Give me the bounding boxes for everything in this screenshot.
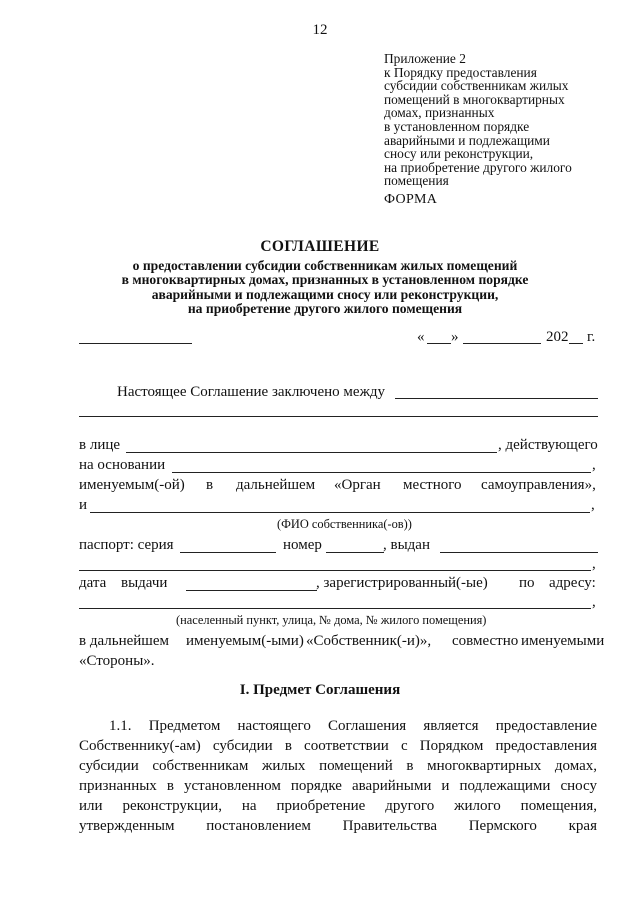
and-label: и: [79, 497, 88, 513]
named-word: местного: [403, 477, 462, 493]
paragraph-line: субсидии собственникам жилых помещений в многоквартирных домах,: [79, 758, 597, 774]
passport-series-field[interactable]: [180, 552, 276, 553]
authority-field-continued[interactable]: [79, 416, 598, 417]
passport-issued-by-field[interactable]: [440, 552, 598, 553]
owner-fio-field[interactable]: [90, 512, 590, 513]
passport-issued-by-field-continued[interactable]: [79, 570, 591, 571]
paragraph-line: Собственнику(-ам) субсидии в соответствии с Порядком предоставления: [79, 738, 597, 754]
owner-named-word: в дальнейшем: [79, 633, 169, 649]
issue-date-field[interactable]: [186, 590, 317, 591]
appendix-line: домах, признанных: [384, 105, 495, 121]
issued-by-label: , выдан: [383, 537, 430, 553]
representative-field[interactable]: [126, 452, 497, 453]
intro-text: Настоящее Соглашение заключено между: [117, 384, 386, 400]
appendix-line: помещения: [384, 173, 449, 189]
in-person-label: в лице: [79, 437, 121, 453]
section-paragraph: [79, 716, 597, 836]
basis-label: на основании: [79, 457, 166, 473]
named-word: именуемым(-ой): [79, 477, 185, 493]
page-number: 12: [312, 22, 328, 38]
address-word: по: [519, 575, 535, 591]
date-year-suffix: г.: [587, 329, 596, 345]
named-word: в: [206, 477, 214, 493]
address-hint: (населенный пункт, улица, № дома, № жилого помещения): [176, 613, 487, 627]
paragraph-line: признанных в установленном порядке аварийными и подлежащими сносу: [79, 778, 597, 794]
date-close-quote: »: [451, 329, 459, 345]
authority-field[interactable]: [395, 398, 598, 399]
document-title: СОГЛАШЕНИЕ: [260, 238, 380, 255]
registered-label: , зарегистрированный(-ые): [316, 575, 488, 591]
paragraph-line: 1.1. Предметом настоящего Соглашения является предоставление: [109, 718, 597, 734]
acting-label: , действующего: [498, 437, 598, 453]
form-label: ФОРМА: [384, 192, 438, 207]
owner-named-word: именуемыми: [521, 633, 605, 649]
basis-field[interactable]: [172, 472, 591, 473]
address-word: адресу:: [549, 575, 596, 591]
appendix-line: помещений в многоквартирных: [384, 91, 565, 107]
named-word: самоуправления»,: [481, 477, 596, 493]
subtitle-line: аварийными и подлежащими сносу или реконструкции,: [151, 286, 499, 302]
owner-named-word: именуемым(-ыми): [186, 633, 304, 649]
passport-number-field[interactable]: [326, 552, 384, 553]
date-month-field[interactable]: [463, 343, 541, 344]
date-year-field[interactable]: [569, 343, 583, 344]
issue-date-word: дата: [79, 575, 107, 591]
comma: ,: [592, 457, 596, 473]
comma: ,: [592, 594, 596, 610]
section-title: I. Предмет Соглашения: [239, 682, 401, 698]
paragraph-line: утвержденным постановлением Правительства Пермского края: [79, 818, 597, 834]
subtitle-line: о предоставлении субсидии собственникам жилых помещений: [132, 258, 518, 273]
appendix-block: [384, 52, 624, 188]
appendix-line: Приложение 2: [384, 51, 466, 66]
paragraph-line: или реконструкции, на приобретение другого жилого помещения,: [79, 798, 597, 814]
appendix-line: к Порядку предоставления: [384, 64, 537, 80]
appendix-line: сносу или реконструкции,: [384, 146, 534, 162]
owner-named-word: «Собственник(-и)»,: [306, 633, 432, 649]
date-day-field[interactable]: [427, 343, 451, 344]
passport-series-label: паспорт: серия: [79, 537, 174, 553]
appendix-line: на приобретение другого жилого: [384, 159, 572, 175]
named-word: дальнейшем: [236, 477, 316, 493]
fio-hint: (ФИО собственника(-ов)): [277, 517, 412, 531]
parties-label: «Стороны».: [79, 653, 155, 669]
named-word: «Орган: [334, 477, 381, 493]
appendix-line: в установленном порядке: [384, 118, 530, 134]
date-open-quote: «: [417, 329, 425, 345]
passport-number-label: номер: [283, 537, 322, 553]
appendix-line: субсидии собственникам жилых: [384, 78, 569, 94]
subtitle-line: в многоквартирных домах, признанных в установленном порядке: [121, 272, 529, 288]
comma: ,: [591, 497, 595, 513]
date-year: 202: [546, 329, 569, 345]
place-field[interactable]: [79, 343, 192, 344]
owner-named-word: совместно: [452, 633, 519, 649]
address-field[interactable]: [79, 608, 591, 609]
appendix-line: аварийными и подлежащими: [384, 132, 550, 148]
document-subtitle: [80, 259, 570, 316]
issue-date-word: выдачи: [121, 575, 168, 591]
subtitle-line: на приобретение другого жилого помещения: [187, 300, 463, 316]
comma: ,: [592, 556, 596, 572]
